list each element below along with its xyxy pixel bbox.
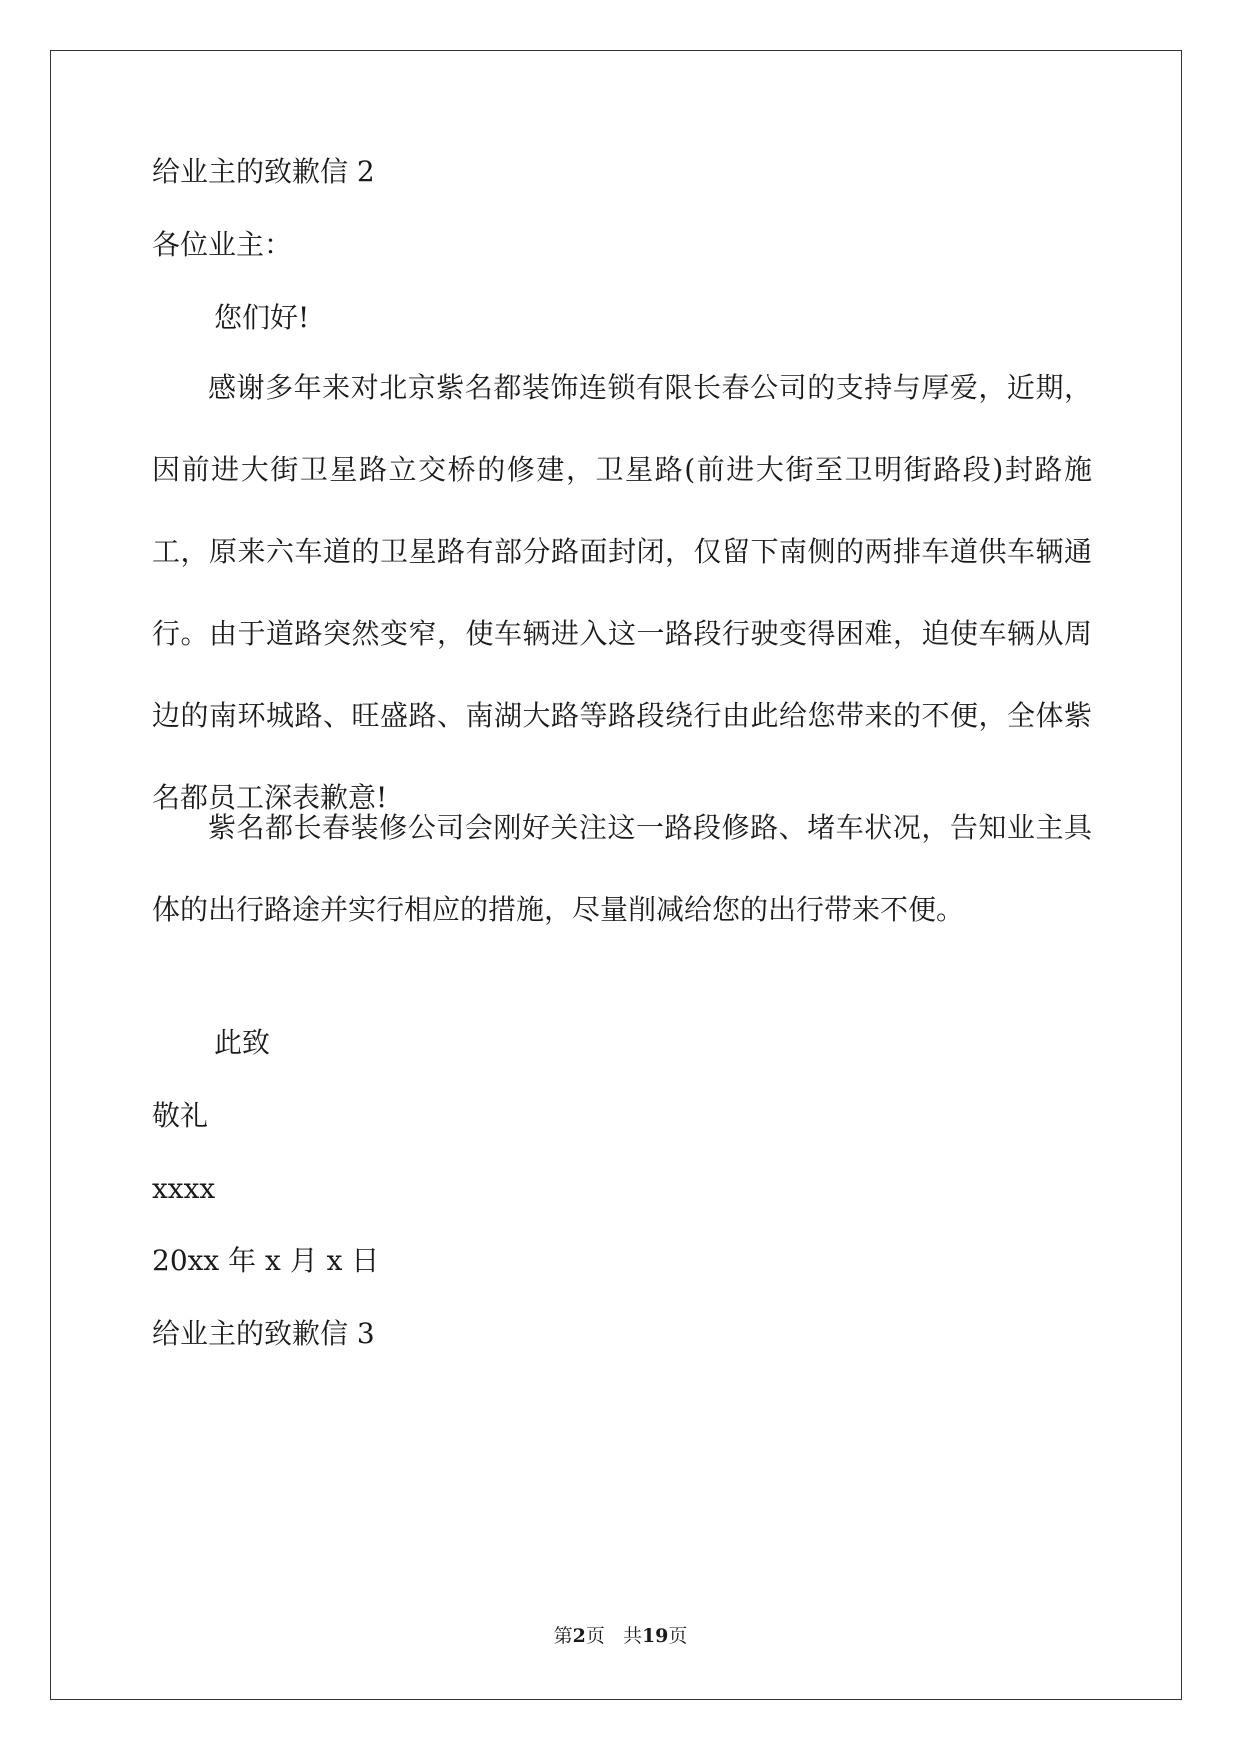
- footer-suffix: 页: [668, 1625, 688, 1647]
- page-footer: [0, 1624, 1241, 1648]
- greeting: 您们好!: [214, 301, 310, 334]
- closing: 此致: [214, 1026, 271, 1059]
- page-number: 2: [572, 1625, 586, 1647]
- total-pages: 19: [641, 1625, 669, 1647]
- signature: xxxx: [152, 1172, 216, 1205]
- paragraph-2: 紫名都长春装修公司会刚好关注这一路段修路、堵车状况，告知业主具体的出行路途并实行相应的措施，尽量削减给您的出行带来不便。: [152, 811, 1092, 926]
- salutation: 各位业主：: [152, 228, 293, 261]
- paragraph-1: 感谢多年来对北京紫名都装饰连锁有限长春公司的支持与厚爱，近期，因前进大街卫星路立交桥的修建，卫星路(前进大街至卫明街路段)封路施工，原来六车道的卫星路有部分路面封闭，仅留下南侧的两排车道供车辆通行。由于道路突然变窄，使车辆进入这一路段行驶变得困难，迫使车辆从周边的南环城路、旺盛路、南湖大路等路段绕行由此给您带来的不便，全体紫名都员工深表歉意!: [152, 371, 1092, 814]
- next-letter-title: 给业主的致歉信 3: [152, 1317, 375, 1350]
- letter-title: 给业主的致歉信 2: [152, 155, 375, 188]
- footer-mid: 页 共: [585, 1625, 642, 1647]
- date: 20xx 年 x 月 x 日: [152, 1244, 380, 1277]
- regards: 敬礼: [152, 1099, 209, 1132]
- footer-prefix: 第: [553, 1625, 573, 1647]
